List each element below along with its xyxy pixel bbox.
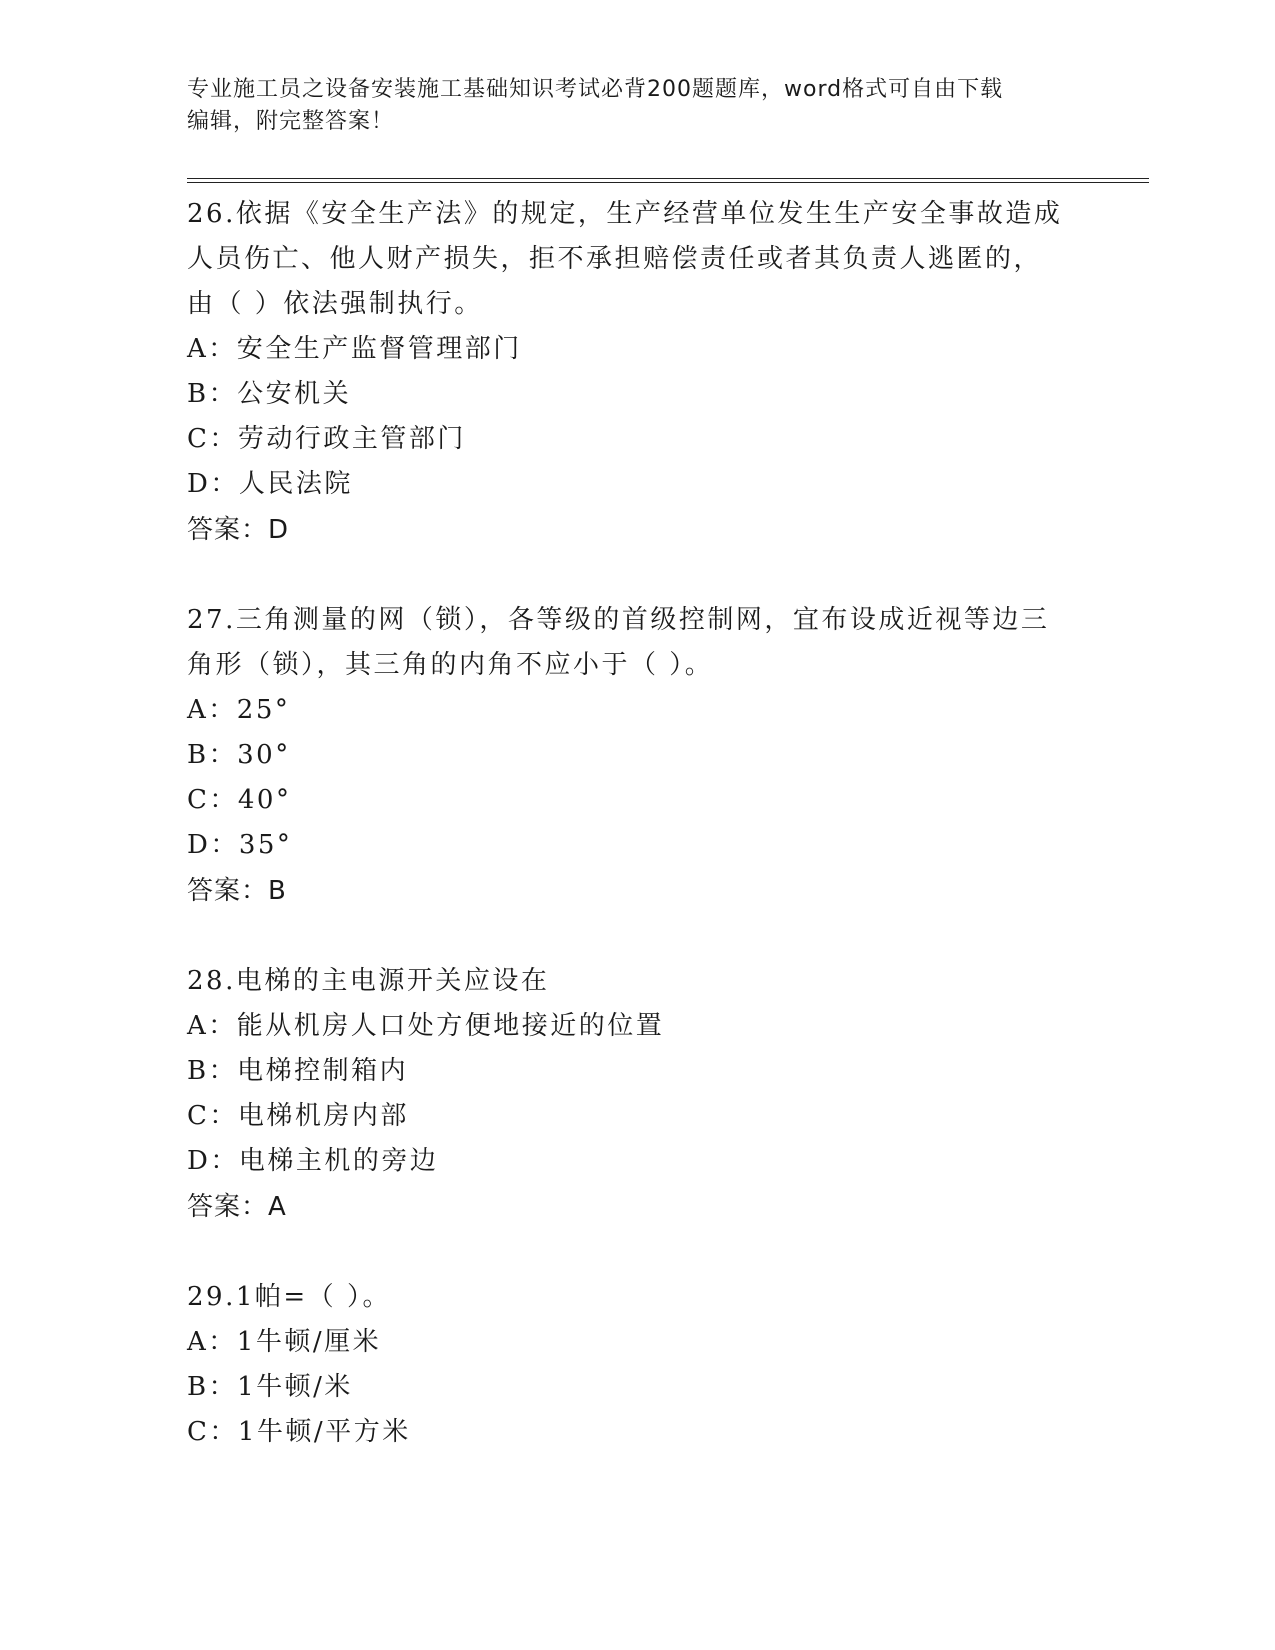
option-d: D：电梯主机的旁边	[187, 1146, 439, 1176]
option-d: D：人民法院	[187, 469, 353, 499]
option-a: A：安全生产监督管理部门	[187, 334, 522, 364]
answer-label: 答案：A	[187, 1192, 287, 1222]
answer-label: 答案：B	[187, 876, 287, 906]
option-c: C：40°	[187, 785, 292, 815]
question-list	[187, 192, 1087, 1455]
question-28	[187, 959, 1087, 1230]
option-b: B：公安机关	[187, 379, 352, 409]
question-spacer	[187, 914, 1087, 959]
question-spacer	[187, 553, 1087, 598]
option-b: B：1牛顿/米	[187, 1372, 353, 1402]
header-divider-bottom	[187, 182, 1149, 183]
question-stem	[187, 192, 1087, 327]
stem-line: 角形（锁），其三角的内角不应小于（ ）。	[187, 650, 714, 680]
option-c: C：电梯机房内部	[187, 1101, 409, 1131]
stem-line: 由（ ）依法强制执行。	[187, 289, 483, 319]
document-header	[187, 74, 1087, 138]
stem-line: 27.三角测量的网（锁），各等级的首级控制网，宜布设成近视等边三	[187, 605, 1050, 635]
stem-line: 人员伤亡、他人财产损失，拒不承担赔偿责任或者其负责人逃匿的，	[187, 244, 1043, 274]
question-stem	[187, 959, 1087, 1004]
question-27	[187, 598, 1087, 914]
option-c: C：劳动行政主管部门	[187, 424, 466, 454]
option-a: A：能从机房人口处方便地接近的位置	[187, 1011, 665, 1041]
option-b: B：电梯控制箱内	[187, 1056, 409, 1086]
answer-label: 答案：D	[187, 515, 290, 545]
option-a: A：25°	[187, 695, 291, 725]
question-stem	[187, 1275, 1087, 1320]
option-a: A：1牛顿/厘米	[187, 1327, 382, 1357]
stem-line: 26.依据《安全生产法》的规定，生产经营单位发生生产安全事故造成	[187, 199, 1063, 229]
stem-line: 29.1帕=（ ）。	[187, 1282, 391, 1312]
option-d: D：35°	[187, 830, 293, 860]
question-spacer	[187, 1230, 1087, 1275]
header-line-1: 专业施工员之设备安装施工基础知识考试必背200题题库，word格式可自由下载	[187, 77, 1004, 102]
question-26	[187, 192, 1087, 553]
question-29	[187, 1275, 1087, 1455]
header-divider-top	[187, 178, 1149, 179]
option-b: B：30°	[187, 740, 291, 770]
option-c: C：1牛顿/平方米	[187, 1417, 411, 1447]
stem-line: 28.电梯的主电源开关应设在	[187, 966, 550, 996]
question-stem	[187, 598, 1087, 688]
header-line-2: 编辑，附完整答案！	[187, 109, 395, 134]
